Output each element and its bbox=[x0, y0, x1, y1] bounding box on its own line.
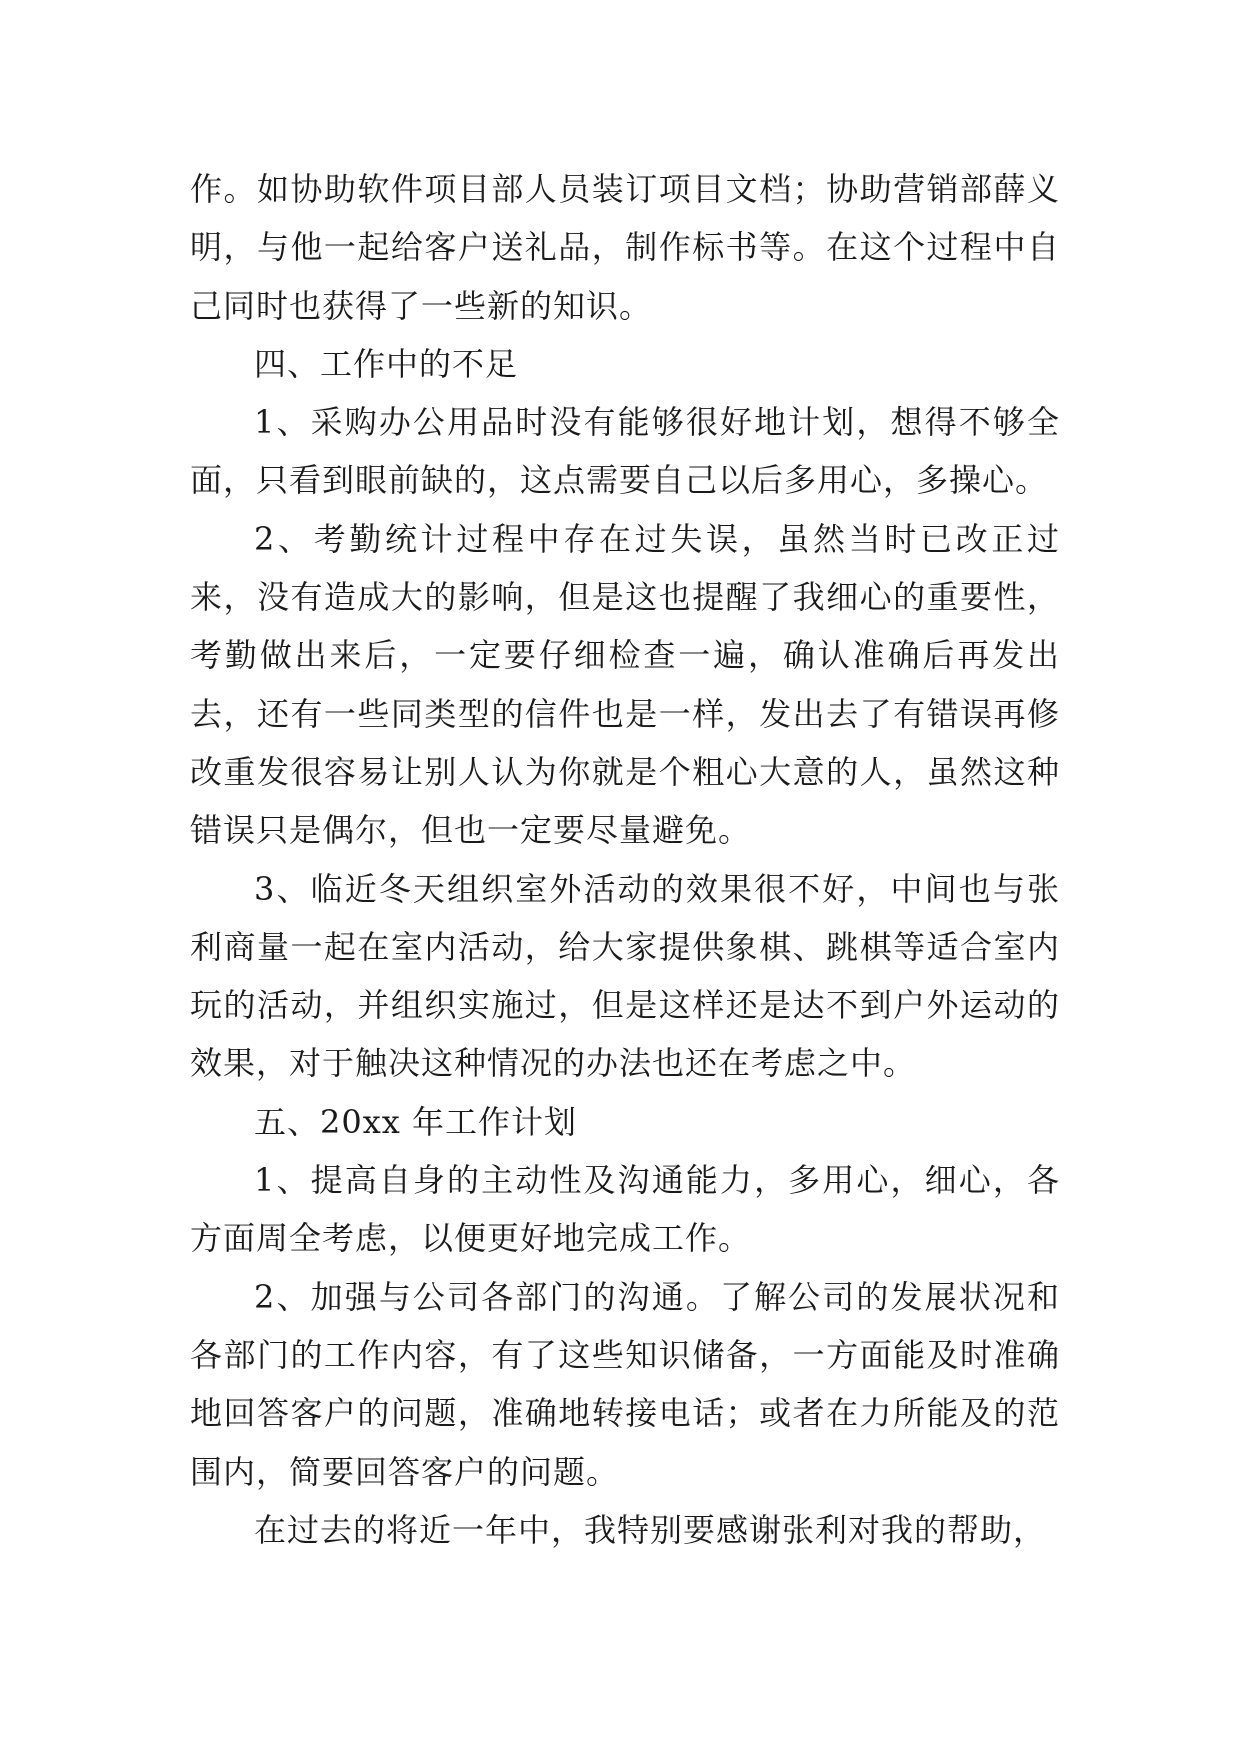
section-heading-work-plan: 五、20xx 年工作计划 bbox=[254, 1102, 577, 1141]
paragraph-shortcoming-1: 1、采购办公用品时没有能够很好地计划，想得不够全面，只看到眼前缺的，这点需要自己以后多用心，多操心。 bbox=[190, 403, 1060, 500]
paragraph-continuation: 作。如协助软件项目部人员装订项目文档；协助营销部薛义明，与他一起给客户送礼品，制作标书等。在这个过程中自己同时也获得了一些新的知识。 bbox=[190, 170, 1060, 325]
paragraph-shortcoming-2: 2、考勤统计过程中存在过失误，虽然当时已改正过来，没有造成大的影响，但是这也提醒了我细心的重要性，考勤做出来后，一定要仔细检查一遍，确认准确后再发出去，还有一些同类型的信件也是一样，发出去了有错误再修改重发很容易让别人认为你就是个粗心大意的人，虽然这种错误只是偶尔，但也一定要尽量避免。 bbox=[190, 519, 1060, 850]
paragraph-shortcoming-3: 3、临近冬天组织室外活动的效果很不好，中间也与张利商量一起在室内活动，给大家提供象棋、跳棋等适合室内玩的活动，并组织实施过，但是这样还是达不到户外运动的效果，对于触决这种情况的办法也还在考虑之中。 bbox=[190, 869, 1060, 1083]
document-body bbox=[190, 160, 1060, 1559]
section-heading-shortcomings: 四、工作中的不足 bbox=[254, 344, 519, 383]
paragraph-thanks: 在过去的将近一年中，我特别要感谢张利对我的帮助， bbox=[254, 1510, 1047, 1549]
paragraph-plan-2: 2、加强与公司各部门的沟通。了解公司的发展状况和各部门的工作内容，有了这些知识储备，一方面能及时准确地回答客户的问题，准确地转接电话；或者在力所能及的范围内，简要回答客户的问题。 bbox=[190, 1277, 1060, 1491]
paragraph-plan-1: 1、提高自身的主动性及沟通能力，多用心，细心，各方面周全考虑，以便更好地完成工作。 bbox=[190, 1161, 1060, 1258]
